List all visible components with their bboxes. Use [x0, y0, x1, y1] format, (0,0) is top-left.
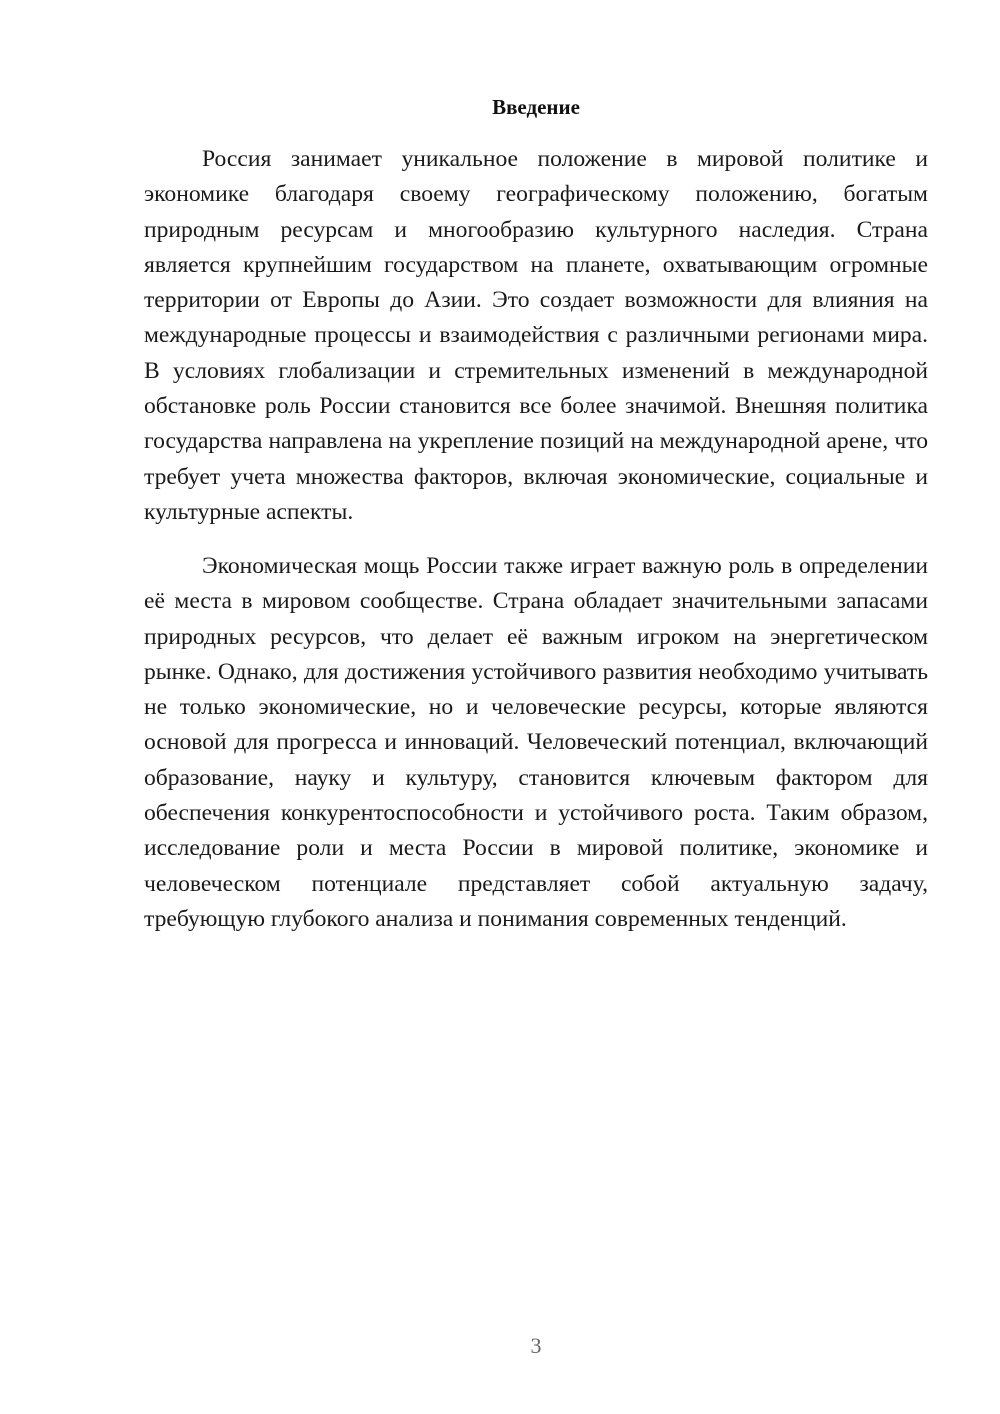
paragraph-1: Россия занимает уникальное положение в мировой политике и экономике благодаря своему географическому положению, богатым природным ресурсам и многообразию культурного наследия. Страна является крупнейшим государством на планете, охватывающим огромные территории от Европы до Азии. Это создает возможности для влияния на международные процессы и взаимодействия с различными регионами мира. В условиях глобализации и стремительных изменений в международной обстановке роль России становится все более значимой. Внешняя политика государства направлена на укрепление позиций на международной арене, что требует учета множества факторов, включая экономические, социальные и культурные аспекты.: [144, 146, 928, 525]
paragraph-2: Экономическая мощь России также играет важную роль в определении её места в мировом сообществе. Страна обладает значительными запасами природных ресурсов, что делает её важным игроком на энергетическом рынке. Однако, для достижения устойчивого развития необходимо учитывать не только экономические, но и человеческие ресурсы, которые являются основой для прогресса и инноваций. Человеческий потенциал, включающий образование, науку и культуру, становится ключевым фактором для обеспечения конкурентоспособности и устойчивого роста. Таким образом, исследование роли и места России в мировой политике, экономике и человеческом потенциале представляет собой актуальную задачу, требующую глубокого анализа и понимания современных тенденций.: [144, 553, 928, 932]
page-number: 3: [530, 1333, 542, 1358]
section-heading: Введение: [492, 95, 580, 119]
